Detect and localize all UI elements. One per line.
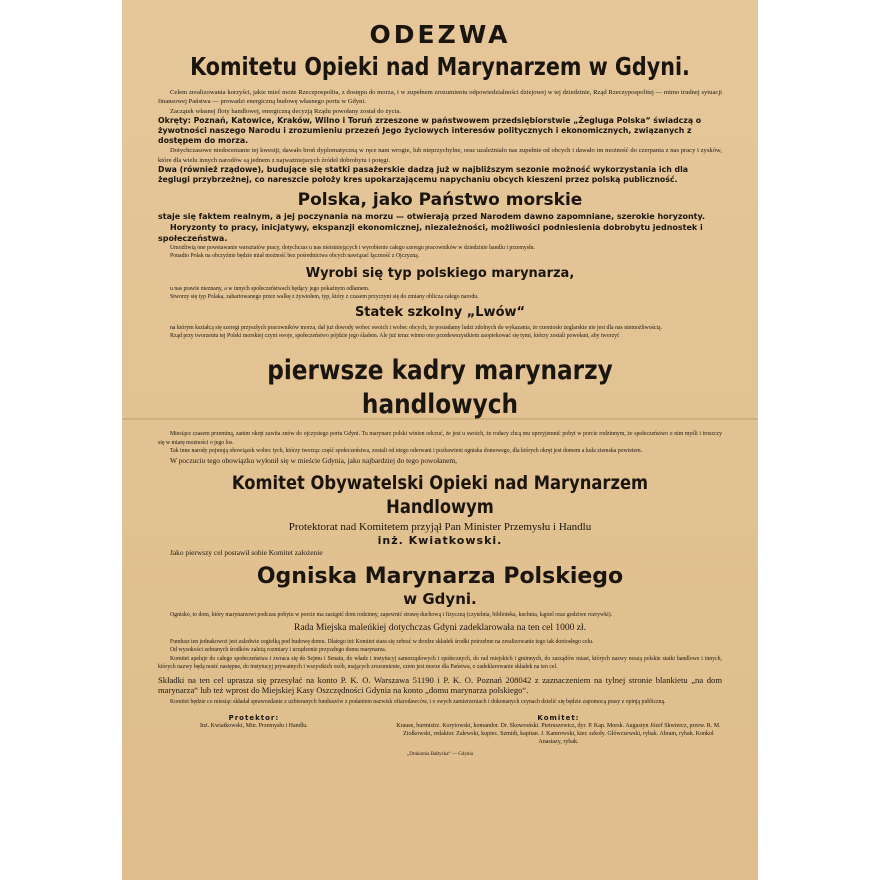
paragraph-19: Fundusz ten jednakowoż jest zaledwie cegiełką pod budowę domu. Dlatego też Komitet stara się zebrać w drodze składek środki potrzebne na zrealizowanie tego tak doniosłego celu. (170, 638, 594, 645)
paragraph-4: Dotychczasowe niedocenianie tej kwestji, dawało broń dyplomatyczną w ręce nam wrogie, lub nieprzychylne, oraz uzależniało nas zupełnie od obcych i dawało im możność do czerpania z nas pracy i zysków, które dla wielu innych narodów są jednem z najważniejszych źródeł dobrobytu i potęgi. (158, 147, 722, 164)
komitet-heading: Komitet: (537, 713, 580, 722)
poster-title: ODEZWA (369, 20, 511, 49)
heading-wyrobi: Wyrobi się typ polskiego marynarza, (305, 265, 575, 281)
paragraph-16: W poczuciu tego obowiązku wyłonił się w mieście Gdynia, jako najbardziej do tego powołanem, (170, 455, 457, 465)
minister-name: inż. Kwiatkowski. (377, 534, 503, 548)
paragraph-10: u nas prawie nieznany, a w innych społeczeństwach będący jego pokaźnym odłamem. (170, 285, 370, 292)
paragraph-7: Horyzonty to pracy, inicjatywy, ekspanzji ekonomicznej, niezależności, możliwości podniesienia dobrobytu jednostek i społeczeństwa. (158, 223, 703, 244)
paragraph-6: staje się faktem realnym, a jej poczynania na morzu — otwierają przed Narodem dawno zapomniane, szerokie horyzonty. (158, 212, 706, 222)
rada-line: Rada Miejska maleńkiej dotychczas Gdyni zadeklarowała na ten cel 1000 zł. (293, 622, 586, 633)
heading-komitet: Komitet Obywatelski Opieki nad Marynarzem Handlowym (231, 472, 649, 519)
paragraph-11: Stworzy się typ Polaka, zahartowanego przez walkę z żywiołem, typ, który z czasem przyczyni się do zmiany oblicza całego narodu. (170, 294, 479, 301)
komitet-column (395, 714, 722, 746)
paragraph-5: Dwa (również rządowe), budujące się statki pasażerskie dadzą już w najbliższym sezonie możność wykorzystania ich dla żeglugi przybrzeżnej, co nareszcie położy kres upokarzającemu napychaniu obcych kieszeni przez polską publiczność. (158, 165, 688, 185)
heading-gdyni: w Gdyni. (403, 589, 477, 608)
paragraph-17: Jako pierwszy cel postawił sobie Komitet założenie (170, 548, 323, 558)
signatures-block (158, 714, 722, 746)
skladki-paragraph: Składki na ten cel uprasza się przesyłać na konto P. K. O. Warszawa 51190 i P. K. O. Poznań 208042 z zaznaczeniem na tylnej stronie blankietu „na dom marynarza“ lub też wprost do Miejskiej Kasy Oszczędności Gdynia na konto „domu marynarza polskiego“. (158, 674, 722, 695)
paragraph-12: na którym kształcą się szeregi przyszłych pracowników morza, dał już dowody wobec swoich i wobec obcych, że posiadamy ludzi zdolnych do wykazania, że rzemiosło żeglarskie nie jest dla nas niemożliwością. (170, 324, 663, 331)
paragraph-2: Zaczątek własnej floty handlowej, energiczną decyzją Rządu powołany został do życia. (170, 107, 401, 115)
paragraph-13: Rząd przy tworzeniu tej Polski morskiej czyni swoje, społeczeństwo pójdzie jego śladem. Ale już teraz winno ono przedewszystkiem zaopiekować się tymi, którzy zostali powołani, aby tworzyć (170, 333, 620, 340)
paragraph-22: Komitet będzie co miesiąc składał sprawozdanie z uzbieranych funduszów z podaniem nazwisk ofiarodawców, i o swych zamierzeniach i dokonanych czynach dzielić się będzie zapomocą prasy z opinją publiczną. (170, 698, 666, 705)
paragraph-1: Celem zrealizowania korzyści, jakie mieć może Rzeczpospolita, z dostępu do morza, i w zupełnem zrozumieniu odpowiedzialności dziejowej w tej dziedzinie, Rząd Rzeczypospolitej — mimo trudnej sytuacji finansowej Państwa — prowadzi energiczną budowę własnego portu w Gdyni. (158, 89, 722, 106)
paragraph-8: Umożliwią one powstawanie warsztatów pracy, dotychczas u nas nieistniejących i wyrobienie całego szeregu pracowników w dziedzinie handlu i przemysłu. (170, 245, 536, 252)
paragraph-20: Od wysokości zebranych środków zależą rozmiary i urządzenie przyszłego domu marynarza. (170, 647, 387, 654)
protektor-heading: Protektor: (228, 713, 280, 722)
paragraph-14: Miesiące czasem przeminą, zanim okręt zawita znów do ojczystego portu Gdyni. Tu marynarz polski winien odczuć, że jest u swoich, że rodacy chcą mu uprzyjemnić pobyt w porcie rodzinnym, że społeczeństwo o nim myśli i troszczy się w miarę możności o jego los. (158, 431, 722, 446)
heading-kadry: pierwsze kadry marynarzy handlowych (267, 355, 613, 421)
heading-ognisko: Ogniska Marynarza Polskiego (256, 563, 624, 589)
komitet-names: Krause, burmistrz. Korytowski, komandor. Dr. Skowroński. Pietruszewicz, dyr. P. Kap. Morsk. Augustyn Józef Skwiercz, przew. R. M. Ziołkowski, redaktor. Zalewski, kupiec. Szmidt, kapitan. J. Kamrowski, kier. szkoły. Główczewski, rybak. Abram, rybak. Konkol Anastazy, rybak. (396, 722, 721, 745)
heading-statek: Statek szkolny „Lwów“ (354, 304, 526, 320)
protektorat-line: Protektorat nad Komitetem przyjął Pan Minister Przemysłu i Handlu (288, 521, 592, 534)
protektor-name: Inż. Kwiatkowski, Min. Przemysłu i Handlu. (199, 722, 308, 729)
poster-subtitle: Komitetu Opieki nad Marynarzem w Gdyni. (190, 52, 690, 81)
poster-sheet (122, 0, 758, 880)
protektor-column (158, 714, 350, 746)
heading-polska: Polska, jako Państwo morskie (297, 190, 583, 211)
printer-imprint: „Drukarnia Bałtycka“ — Gdynia (407, 751, 473, 757)
paragraph-15: Tak inne narody pojmują obowiązek wobec tych, którzy tworząc część społeczeństwa, zostali od niego oderwani i pozbawieni ogniska domowego, dla których okręt jest domem a kula ziemska powietem. (170, 448, 643, 455)
paragraph-21: Komitet apeluje do całego społeczeństwa i zwraca się do Sejmu i Senatu, do władz i instytucyj samorządowych i społecznych, do rad miejskich i gminnych, do zarządów miast, których nazwy noszą polskie statki handlowe i innych, których nazwy będą nosić następne, do instytucyj prywatnych i wszystkich osób, mających zrozumienie, czem jest morze dla Państwa, o zadeklarowanie składek na ten cel. (158, 655, 722, 671)
paragraph-18: Ognisko, to dom, który marynarzowi podczas pobytu w porcie ma zastąpić dom rodzinny, zapewnić strawę duchową i fizyczną (czytelnia, biblioteka, kuchnia, kąpiel oraz godziwe rozrywki). (170, 611, 613, 618)
paragraph-3: Okręty: Poznań, Katowice, Kraków, Wilno i Toruń zrzeszone w państwowem przedsiębiorstwie „Żegluga Polska“ świadczą o żywotności naszego Narodu i zrozumieniu przezeń Jego życiowych interesów politycznych i ekonomicznych, związanych z dostępem do morza. (158, 116, 702, 146)
paragraph-9: Ponadto Polak na obczyźnie będzie miał możność bez pośrednictwa obcych nawiązać łączność z Ojczyzną. (170, 253, 420, 260)
